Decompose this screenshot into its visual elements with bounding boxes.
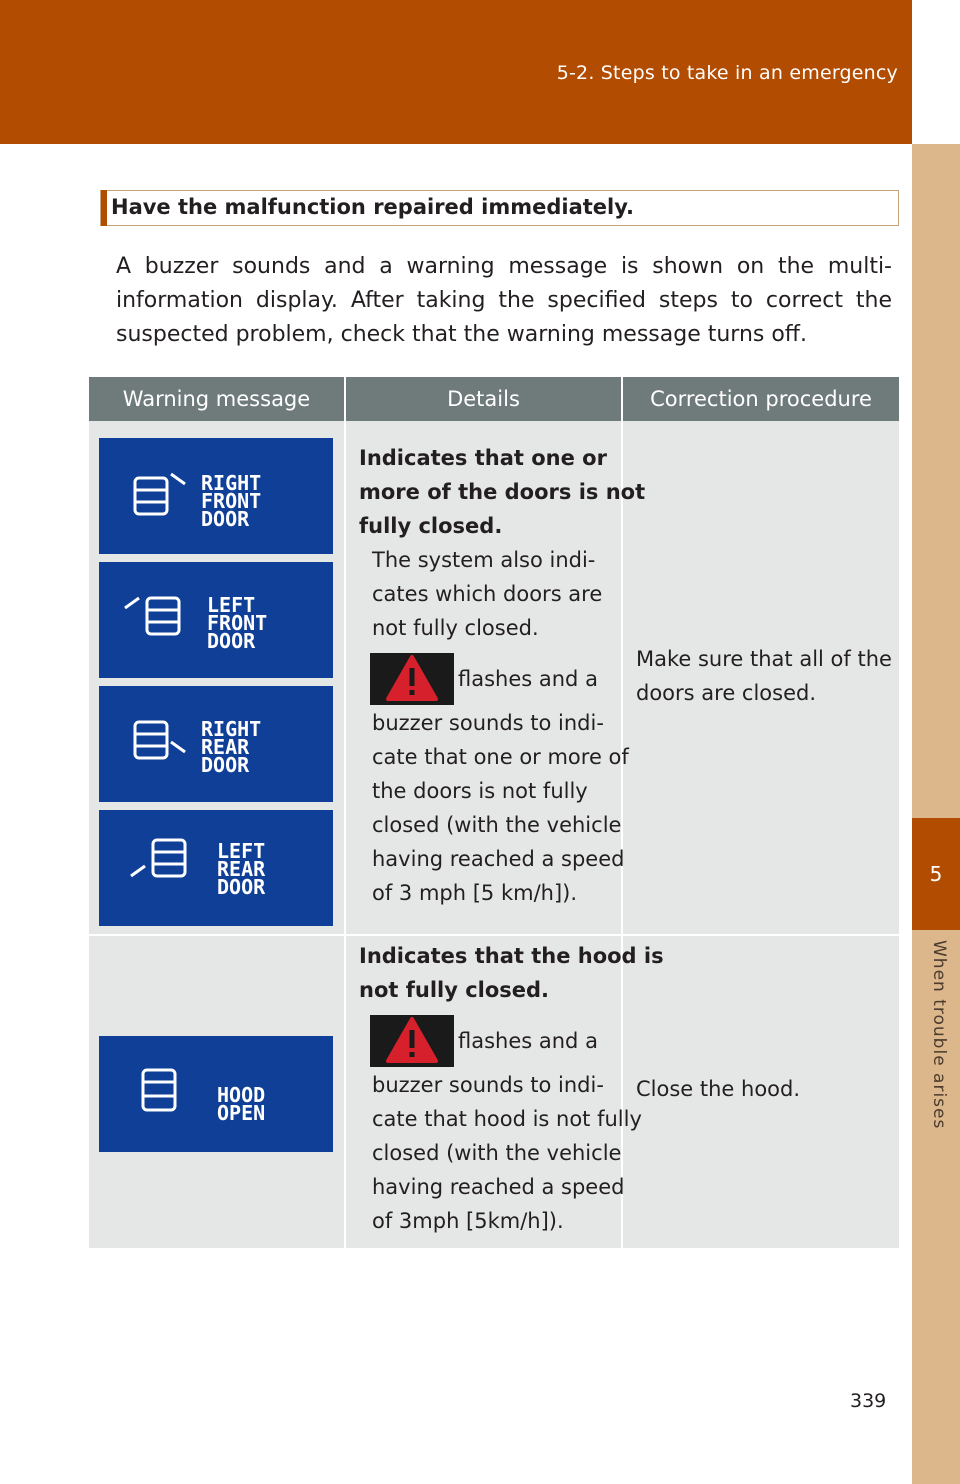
car-door-icon: [99, 562, 333, 678]
car-door-icon: [99, 438, 333, 554]
header-correction: Correction procedure: [650, 387, 872, 411]
door-correction: [636, 642, 892, 710]
header-details: Details: [447, 387, 520, 411]
hood-flash-text: flashes and a: [458, 1029, 598, 1053]
display-text-line: LEFT: [207, 593, 256, 617]
display-text-line: RIGHT: [201, 471, 262, 495]
header-warning-message: Warning message: [122, 387, 311, 411]
door-detail-note: [372, 543, 602, 645]
display-text-line: DOOR: [201, 753, 250, 777]
left-front-door-display: [99, 562, 333, 678]
text-line: of 3mph [5km/h]).: [372, 1209, 564, 1233]
hood-detail-title: [359, 939, 664, 1007]
text-line: fully closed.: [359, 514, 503, 538]
right-rear-door-display: [99, 686, 333, 802]
breadcrumb: 5-2. Steps to take in an emergency: [556, 62, 898, 84]
car-hood-icon: [99, 1036, 333, 1152]
door-flash-text: flashes and a: [458, 667, 598, 691]
display-text-line: DOOR: [201, 507, 250, 531]
display-text-line: HOOD: [217, 1083, 266, 1107]
page-number: 339: [850, 1390, 887, 1412]
text-line: Indicates that one or: [359, 446, 607, 470]
display-text-line: OPEN: [217, 1101, 266, 1125]
title-accent-bar: [101, 190, 107, 226]
text-line: cate that one or more of: [372, 745, 629, 769]
text-line: not fully closed.: [372, 616, 539, 640]
warning-light-icon: [370, 1015, 454, 1067]
left-rear-door-display: [99, 810, 333, 926]
text-line: Make sure that all of the: [636, 647, 892, 671]
section-title: [100, 190, 899, 226]
warning-light-icon: [370, 653, 454, 705]
hood-correction: Close the hood.: [636, 1077, 801, 1101]
warning-triangle-icon: [370, 1015, 454, 1067]
display-text-line: FRONT: [201, 489, 262, 513]
car-door-icon: [99, 686, 333, 802]
display-text-line: FRONT: [207, 611, 268, 635]
text-line: Indicates that the hood is: [359, 944, 664, 968]
table-header-row: [89, 377, 899, 421]
display-text-line: DOOR: [207, 629, 256, 653]
text-line: cates which doors are: [372, 582, 603, 606]
text-line: of 3 mph [5 km/h]).: [372, 881, 578, 905]
hood-open-display: [99, 1036, 333, 1152]
right-front-door-display: [99, 438, 333, 554]
text-line: closed (with the vehicle: [372, 1141, 622, 1165]
chapter-number: 5: [912, 818, 960, 930]
display-text-line: LEFT: [217, 839, 266, 863]
text-line: The system also indi-: [372, 548, 596, 572]
row-divider: [89, 934, 899, 936]
hood-detail-buzzer: [372, 1068, 642, 1238]
section-title-text: Have the malfunction repaired immediately.: [111, 195, 634, 219]
text-line: closed (with the vehicle: [372, 813, 622, 837]
text-line: having reached a speed: [372, 847, 625, 871]
text-line: cate that hood is not fully: [372, 1107, 642, 1131]
display-text-line: REAR: [217, 857, 266, 881]
display-text-line: REAR: [201, 735, 250, 759]
column-divider: [344, 377, 346, 1248]
intro-paragraph: A buzzer sounds and a warning message is shown on the multi-information display. After taking the specified steps to correct the suspected problem, check that the warning message turns off.: [116, 254, 892, 347]
side-tab: [912, 144, 960, 1484]
door-detail-title: [359, 441, 645, 543]
text-line: more of the doors is not: [359, 480, 646, 504]
text-line: not fully closed.: [359, 978, 550, 1002]
display-text-line: DOOR: [217, 875, 266, 899]
warning-triangle-icon: [370, 653, 454, 705]
warning-table: [89, 377, 899, 1248]
car-door-icon: [99, 810, 333, 926]
text-line: buzzer sounds to indi-: [372, 1073, 604, 1097]
text-line: the doors is not fully: [372, 779, 588, 803]
chapter-label: When trouble arises: [929, 940, 949, 1130]
display-text-line: RIGHT: [201, 717, 262, 741]
text-line: buzzer sounds to indi-: [372, 711, 604, 735]
door-detail-buzzer: [372, 706, 629, 910]
text-line: doors are closed.: [636, 681, 817, 705]
text-line: having reached a speed: [372, 1175, 625, 1199]
